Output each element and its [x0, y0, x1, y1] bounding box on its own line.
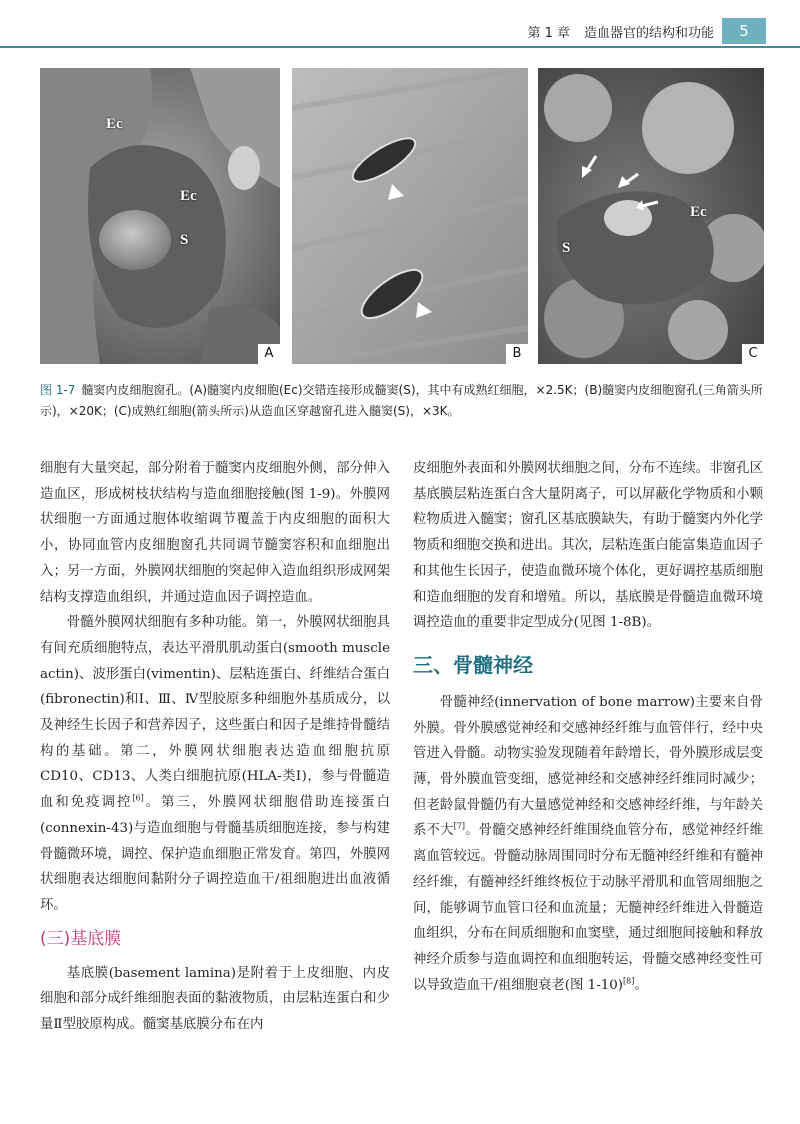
running-header [0, 0, 800, 52]
chapter-title: 造血器官的结构和功能 [583, 26, 714, 41]
paragraph: 细胞有大量突起，部分附着于髓窦内皮细胞外侧，部分伸入造血区，形成树枝状结构与造血细胞接触(图 1-9)。外膜网状细胞一方面通过胞体收缩调节覆盖于内皮细胞的面积大小，协同血管内皮细胞窗孔共同调节髓窦容积和血细胞出入；另一方面，外膜网状细胞的突起伸入造血组织形成网架结构支撑造血组织，并通过造血因子调控造血。 [40, 461, 390, 605]
figure-caption [40, 380, 764, 422]
endothelial-cell-label: Ec [180, 188, 197, 204]
paragraph: 骨髓神经(innervation of bone marrow)主要来自骨外膜。骨外膜感觉神经和交感神经纤维与血管伴行，经中央管进入骨髓。动物实验发现随着年龄增长，骨外膜形成层变薄，骨外膜血管变细，感觉神经和交感神经纤维同时减少；但老龄鼠骨髓仍有大量感觉神经和交感神经纤维，与年龄关系不大[7]。骨髓交感神经纤维围绕血管分布，感觉神经纤维离血管较远。骨髓动脉周围同时分布无髓神经纤维和有髓神经纤维，有髓神经纤维终板位于动脉平滑肌和血管周细胞之间，能够调节血管口径和血流量；无髓神经纤维进入骨髓造血组织，分布在间质细胞和血窦壁，通过细胞间接触和释放神经介质参与造血调控和血细胞转运，骨髓交感神经变性可以导致造血干/祖细胞衰老(图 1-10)[8]。 [413, 694, 764, 993]
panel-letter-b: B [506, 344, 528, 364]
citation: [8] [623, 976, 635, 986]
panel-letter-c: C [742, 344, 764, 364]
endothelial-cell-label: Ec [690, 204, 707, 220]
figure-panel-a [40, 68, 280, 364]
subsection-heading: (三)基底膜 [40, 928, 122, 949]
section-heading: 三、骨髓神经 [413, 652, 533, 677]
header-rule [0, 46, 800, 48]
page-number: 5 [722, 18, 766, 44]
paragraph: 基底膜(basement lamina)是附着于上皮细胞、内皮细胞和部分成纤维细胞表面的黏液物质，由层粘连蛋白和少量Ⅱ型胶原构成。髓窦基底膜分布在内 [40, 965, 390, 1033]
micrograph-c [538, 68, 764, 364]
citation: [7] [453, 821, 465, 831]
sinus-label: S [180, 232, 189, 248]
panel-letter-a: A [258, 344, 280, 364]
chapter-number: 第 1 章 [527, 26, 570, 41]
figure-panel-b [292, 68, 528, 364]
micrograph-a [40, 68, 280, 364]
paragraph: 皮细胞外表面和外膜网状细胞之间，分布不连续。非窗孔区基底膜层粘连蛋白含大量阴离子，可以屏蔽化学物质和小颗粒物质进入髓窦；窗孔区基底膜缺失，有助于髓窦内外化学物质和细胞交换和进出。其次，层粘连蛋白能富集造血因子和其他生长因子，使造血微环境个体化，更好调控基质细胞和造血细胞的发育和增殖。所以，基底膜是骨髓造血微环境调控造血的重要非定型成分(见图 1-8B)。 [413, 461, 763, 631]
citation: [6] [132, 793, 144, 803]
figure-panel-c [538, 68, 764, 364]
right-column [413, 456, 763, 998]
figure-label: 图 1-7 [40, 383, 76, 397]
endothelial-cell-label: Ec [106, 116, 123, 132]
paragraph: 骨髓外膜网状细胞有多种功能。第一，外膜网状细胞具有间充质细胞特点，表达平滑肌肌动蛋白(smooth muscle actin)、波形蛋白(vimentin)、层粘连蛋白、纤维结合蛋白(fibronectin)和Ⅰ、Ⅲ、Ⅳ型胶原多种细胞外基质成分，以及神经生长因子和营养因子，这些蛋白和因子是维持骨髓结构的基础。第二，外膜网状细胞表达造血细胞抗原 CD10、CD13、人类白细胞抗原(HLA-类Ⅰ)，参与骨髓造血和免疫调控[6]。第三，外膜网状细胞借助连接蛋白(connexin-43)与造血细胞与骨髓基质细胞连接，参与构建骨髓微环境，调控、保护造血细胞正常发育。第四，外膜网状细胞表达细胞间黏附分子调控造血干/祖细胞进出血液循环。 [40, 615, 391, 913]
chapter-heading [527, 22, 714, 41]
micrograph-b [292, 68, 528, 364]
sinus-label: S [562, 240, 571, 256]
left-column [40, 456, 390, 1038]
caption-text: 髓窦内皮细胞窗孔。(A)髓窦内皮细胞(Ec)交错连接形成髓窦(S)，其中有成熟红细胞，×2.5K；(B)髓窦内皮细胞窗孔(三角箭头所示)，×20K；(C)成熟红细胞(箭头所示)从造血区穿越窗孔进入髓窦(S)，×3K。 [40, 383, 763, 418]
